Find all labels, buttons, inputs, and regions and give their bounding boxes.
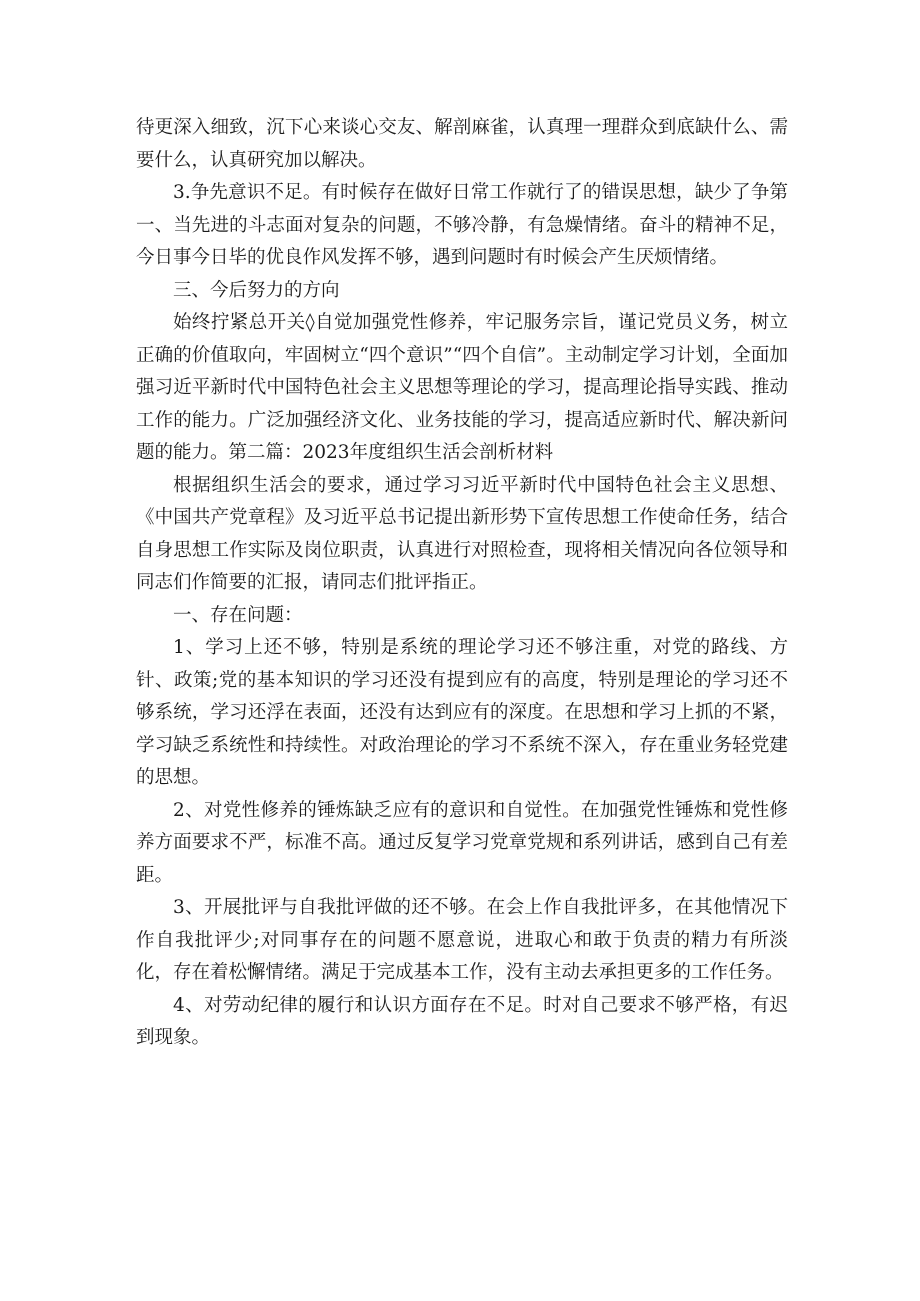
paragraph-problem-2: 2、对党性修养的锤炼缺乏应有的意识和自觉性。在加强党性锤炼和党性修养方面要求不严，标准不高。通过反复学习党章党规和系列讲话，感到自己有差距。	[136, 799, 788, 886]
paragraph-continuation: 待更深入细致，沉下心来谈心交友、解剖麻雀，认真理一理群众到底缺什么、需要什么，认真研究加以解决。	[136, 117, 788, 171]
section-heading-problems: 一、存在问题：	[173, 604, 303, 626]
paragraph-item-3: 3.争先意识不足。有时候存在做好日常工作就行了的错误思想，缺少了争第一、当先进的斗志面对复杂的问题，不够冷静，有急燥情绪。奋斗的精神不足，今日事今日毕的优良作风发挥不够，遇到问题时有时候会产生厌烦情绪。	[136, 182, 788, 268]
paragraph-problem-3: 3、开展批评与自我批评做的还不够。在会上作自我批评多，在其他情况下作自我批评少;对同事存在的问题不愿意说，进取心和敢于负责的精力有所淡化，存在着松懈情绪。满足于完成基本工作，没有主动去承担更多的工作任务。	[136, 897, 788, 983]
paragraph-future-direction: 始终拧紧总开关◊自觉加强党性修养，牢记服务宗旨，谨记党员义务，树立正确的价值取向，牢固树立“四个意识”“四个自信”。主动制定学习计划，全面加强习近平新时代中国特色社会主义思想等理论的学习，提高理论指导实践、推动工作的能力。广泛加强经济文化、业务技能的学习，提高适应新时代、解决新问题的能力。第二篇：2023年度组织生活会剖析材料	[136, 312, 788, 463]
paragraph-problem-1: 1、学习上还不够，特别是系统的理论学习还不够注重，对党的路线、方针、政策;党的基本知识的学习还没有提到应有的高度，特别是理论的学习还不够系统，学习还浮在表面，还没有达到应有的深度。在思想和学习上抓的不紧，学习缺乏系统性和持续性。对政治理论的学习不系统不深入，存在重业务轻党建的思想。	[136, 637, 788, 788]
section-heading-future-direction: 三、今后努力的方向	[173, 279, 340, 301]
paragraph-intro: 根据组织生活会的要求，通过学习习近平新时代中国特色社会主义思想、《中国共产党章程》及习近平总书记提出新形势下宣传思想工作使命任务，结合自身思想工作实际及岗位职责，认真进行对照检查，现将相关情况向各位领导和同志们作简要的汇报，请同志们批评指正。	[136, 474, 788, 593]
document-body	[136, 112, 788, 1055]
paragraph-problem-4: 4、对劳动纪律的履行和认识方面存在不足。时对自己要求不够严格，有迟到现象。	[136, 994, 788, 1048]
